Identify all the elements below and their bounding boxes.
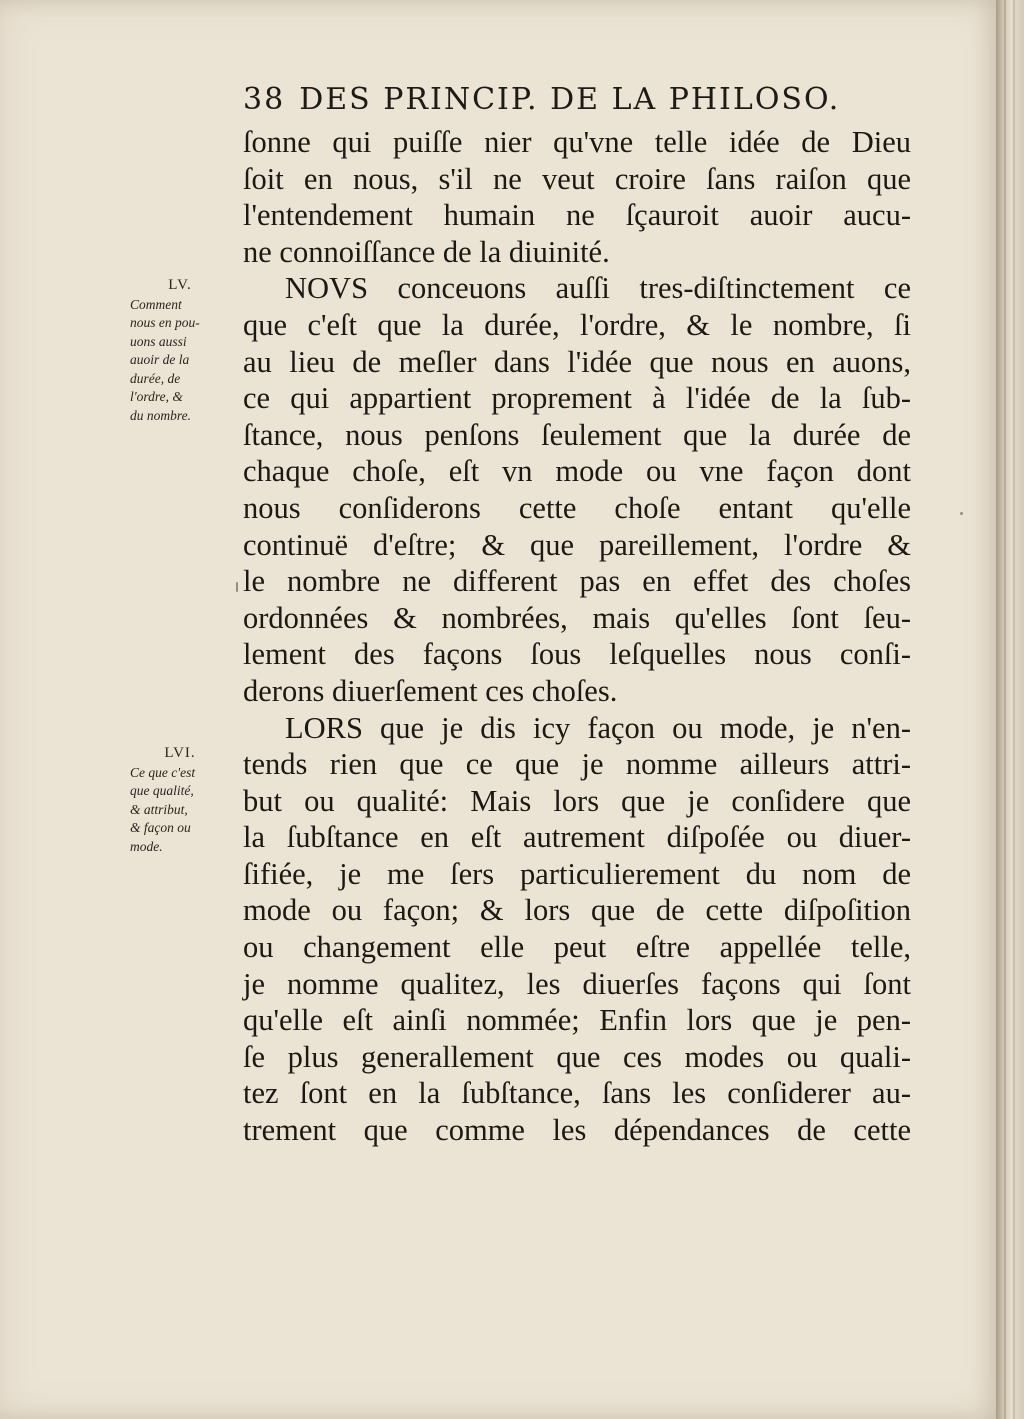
text-line: je nomme qualitez, les diuerſes façons qui ſont [243, 966, 911, 1001]
margin-note-line: durée, de [130, 370, 181, 386]
text-line: que c'eſt que la durée, l'ordre, & le nombre, ſi [243, 307, 911, 342]
text-line: trement que comme les dépendances de cette [243, 1113, 911, 1148]
margin-note-number: LV. [168, 277, 192, 293]
paragraph-start-line: NOVS conceuons auſſi tres-diſtinctement ce [285, 271, 911, 306]
text-line: nous conſiderons cette choſe entant qu'elle [243, 490, 911, 525]
paper-speck [236, 582, 238, 592]
text-line: ſoit en nous, s'il ne veut croire ſans raiſon que [243, 161, 911, 196]
running-title: DES PRINCIP. DE LA PHILOSO. [299, 82, 841, 117]
text-line: ſe plus generallement que ces modes ou quali- [243, 1039, 911, 1074]
text-line: qu'elle eſt ainſi nommée; Enfin lors que je pen- [243, 1003, 911, 1038]
text-line: le nombre ne different pas en effet des choſes [243, 564, 911, 599]
text-line: ou changement elle peut eſtre appellée telle, [243, 930, 911, 965]
body-text [243, 124, 911, 1149]
paragraph-start-line: LORS que je dis icy façon ou mode, je n'en- [285, 710, 911, 745]
text-line: ſtance, nous penſons ſeulement que la durée de [243, 417, 911, 452]
text-line: au lieu de meſler dans l'idée que nous en auons, [243, 344, 911, 379]
page-edge-line [1013, 0, 1015, 1419]
margin-note-lv [130, 276, 230, 425]
margin-note-lvi [130, 744, 230, 856]
margin-note-line: nous en pou- [130, 315, 200, 330]
margin-note-line: du nombre. [130, 407, 191, 423]
margin-note-line: Comment [130, 296, 182, 312]
running-header [243, 82, 893, 126]
margin-note-line: & attribut, [130, 801, 188, 817]
text-line: ſifiée, je me ſers particulierement du nom de [243, 856, 911, 891]
text-line: tends rien que ce que je nomme ailleurs attri- [243, 747, 911, 782]
margin-note-number: LVI. [164, 745, 196, 761]
text-line: tez ſont en la ſubſtance, ſans les conſiderer au- [243, 1076, 911, 1111]
margin-note-line: l'ordre, & [130, 389, 183, 404]
text-line: ce qui appartient proprement à l'idée de la ſub- [243, 381, 911, 416]
page-edge [996, 0, 1024, 1419]
text-line: ordonnées & nombrées, mais qu'elles ſont ſeu- [243, 600, 911, 635]
text-line: mode ou façon; & lors que de cette diſpoſition [243, 893, 911, 928]
text-line: derons diuerſement ces choſes. [243, 673, 618, 708]
page-edge-line [1004, 0, 1006, 1419]
text-line: ſonne qui puiſſe nier qu'vne telle idée de Dieu [243, 125, 911, 159]
margin-note-line: uons aussi [130, 333, 187, 349]
paper-speck [960, 512, 963, 515]
page-number: 38 [243, 82, 286, 117]
margin-note-line: auoir de la [130, 352, 190, 367]
text-line: ne connoiſſance de la diuinité. [243, 234, 610, 269]
text-line: but ou qualité: Mais lors que je conſidere que [243, 783, 911, 818]
text-line: la ſubſtance en eſt autrement diſpoſée ou diuer- [243, 820, 911, 855]
margin-note-line: mode. [130, 838, 163, 854]
margin-note-line: Ce que c'est [130, 764, 196, 780]
text-line: lement des façons ſous leſquelles nous conſi- [243, 637, 911, 672]
text-line: l'entendement humain ne ſçauroit auoir aucu- [243, 198, 911, 233]
text-line: continuë d'eſtre; & que pareillement, l'ordre & [243, 527, 911, 562]
margin-note-line: & façon ou [130, 820, 191, 835]
text-line: chaque choſe, eſt vn mode ou vne façon dont [243, 454, 911, 489]
margin-note-line: que qualité, [130, 783, 194, 798]
